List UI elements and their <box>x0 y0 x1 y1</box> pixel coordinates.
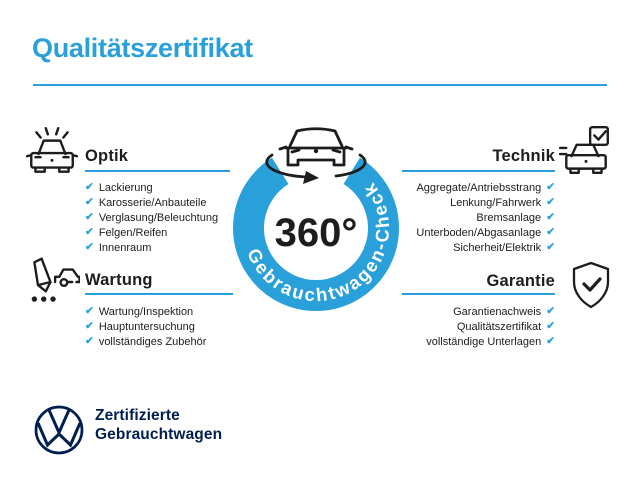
section-title-wartung: Wartung <box>85 271 153 289</box>
item-label: Wartung/Inspektion <box>98 305 194 318</box>
page-title: Qualitätszertifikat <box>32 33 253 63</box>
car-checkbox-icon <box>558 123 614 179</box>
item-label: vollständiges Zubehör <box>98 335 207 348</box>
brand-line-2: Gebrauchtwagen <box>95 426 223 443</box>
item-label: Bremsanlage <box>476 211 542 224</box>
car-shine-icon <box>24 123 80 179</box>
check-icon: ✔ <box>85 196 94 209</box>
item-label: Qualitätszertifikat <box>456 320 542 333</box>
check-icon: ✔ <box>546 226 555 239</box>
vw-logo <box>33 404 85 456</box>
check-icon: ✔ <box>85 320 94 333</box>
section-title-optik: Optik <box>85 147 129 165</box>
item-label: Felgen/Reifen <box>98 226 168 239</box>
checklist-item <box>355 334 555 349</box>
technik-divider <box>402 170 555 172</box>
check-icon: ✔ <box>546 305 555 318</box>
check-icon: ✔ <box>546 320 555 333</box>
check-icon: ✔ <box>85 211 94 224</box>
item-label: Lenkung/Fahrwerk <box>450 196 542 209</box>
item-label: Unterboden/Abgasanlage <box>416 226 542 239</box>
pencil-car-icon <box>24 254 80 310</box>
item-label: Verglasung/Beleuchtung <box>98 211 219 224</box>
shield-check-icon <box>564 258 618 314</box>
check-icon: ✔ <box>85 335 94 348</box>
checklist-item <box>85 334 206 349</box>
optik-divider <box>85 170 230 172</box>
check-icon: ✔ <box>85 305 94 318</box>
check-icon: ✔ <box>546 335 555 348</box>
wartung-divider <box>85 293 233 295</box>
check-icon: ✔ <box>85 181 94 194</box>
item-label: vollständige Unterlagen <box>426 335 542 348</box>
wartung-checklist <box>85 304 206 349</box>
checklist-item <box>85 225 218 240</box>
check-icon: ✔ <box>546 211 555 224</box>
check-icon: ✔ <box>85 241 94 254</box>
item-label: Sicherheit/Elektrik <box>453 241 542 254</box>
item-label: Lackierung <box>98 181 153 194</box>
brand-text <box>95 406 222 444</box>
section-title-technik: Technik <box>492 147 555 165</box>
checklist-item <box>85 240 218 255</box>
check-icon: ✔ <box>546 241 555 254</box>
item-label: Garantienachweis <box>453 305 542 318</box>
360-check-emblem <box>216 118 416 335</box>
degree-label: 360° <box>274 211 358 255</box>
section-title-garantie: Garantie <box>486 272 555 290</box>
item-label: Karosserie/Anbauteile <box>98 196 207 209</box>
ring-label: Gebrauchtwagen-Check <box>243 178 394 306</box>
360-emblem-svg <box>216 118 416 330</box>
checklist-item <box>85 304 206 319</box>
checklist-item <box>85 319 206 334</box>
check-icon: ✔ <box>546 196 555 209</box>
checklist-item <box>85 180 218 195</box>
brand-line-1: Zertifizierte <box>95 407 180 424</box>
checklist-item <box>85 195 218 210</box>
checklist-item <box>85 210 218 225</box>
item-label: Aggregate/Antriebsstrang <box>416 181 542 194</box>
item-label: Innenraum <box>98 241 152 254</box>
check-icon: ✔ <box>546 181 555 194</box>
check-icon: ✔ <box>85 226 94 239</box>
optik-checklist <box>85 180 218 255</box>
header-divider <box>33 84 607 86</box>
item-label: Hauptuntersuchung <box>98 320 195 333</box>
garantie-divider <box>402 293 555 295</box>
